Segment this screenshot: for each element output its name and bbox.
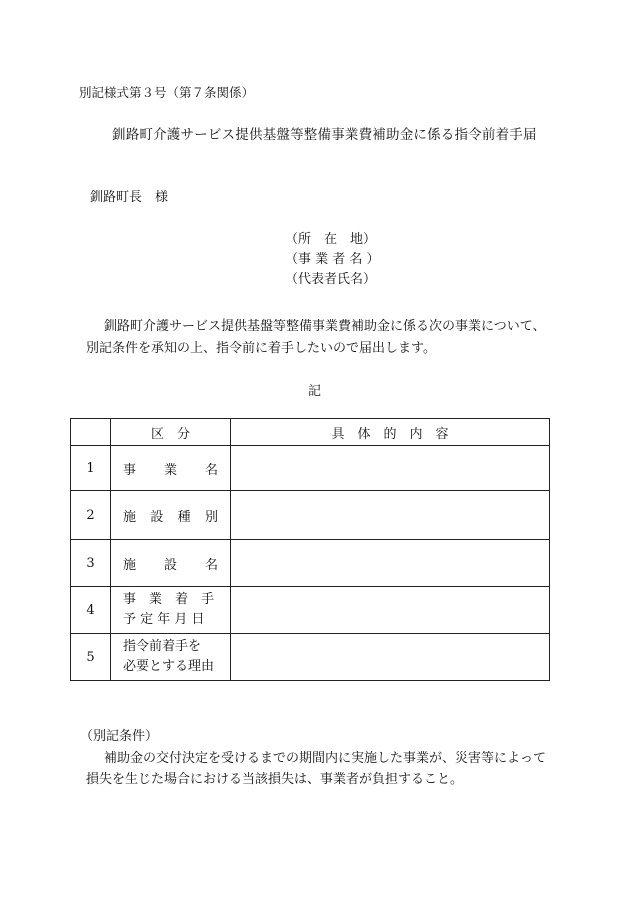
conditions-heading: （別記条件） [80, 729, 159, 744]
ki-heading: 記 [308, 384, 322, 399]
label-line: 必要とする理由 [123, 659, 215, 674]
row-content-field[interactable] [231, 587, 550, 634]
applicant-address-label: （所 在 地） [285, 232, 377, 247]
label-char: 種 [177, 509, 191, 525]
conditions-text-line-2: 損失を生じた場合における当該損失は、事業者が負担すること。 [86, 772, 464, 787]
label-char: 設 [150, 509, 164, 525]
table-row [71, 491, 550, 540]
label-char: 施 [123, 557, 137, 573]
applicant-representative-label: （代表者氏名） [285, 272, 377, 287]
row-number: 3 [71, 540, 111, 587]
header-number-cell [71, 419, 111, 446]
table-row [71, 634, 550, 681]
label-line: 予 定 年 月 日 [123, 612, 205, 627]
table-header-row [71, 419, 550, 446]
label-char: 別 [204, 509, 218, 525]
row-number: 5 [71, 634, 111, 681]
row-number: 1 [71, 446, 111, 491]
label-char: 設 [163, 557, 177, 573]
row-label-reason [111, 634, 231, 681]
row-content-field[interactable] [231, 491, 550, 540]
row-content-field[interactable] [231, 446, 550, 491]
details-table [70, 418, 550, 681]
applicant-business-name-label: （事 業 者 名 ） [285, 252, 380, 267]
label-char: 名 [204, 557, 218, 573]
body-text-line-1: 釧路町介護サービス提供基盤等整備事業費補助金に係る次の事業について、 [104, 319, 546, 334]
body-text-line-2: 別記条件を承知の上、指令前に着手したいので届出します。 [86, 341, 436, 356]
row-number: 2 [71, 491, 111, 540]
header-category: 区 分 [111, 419, 231, 446]
table-row [71, 587, 550, 634]
label-line: 事 業 着 手 [123, 592, 215, 607]
form-number: 別記様式第３号（第７条関係） [79, 85, 255, 100]
addressee: 釧路町長 様 [90, 190, 169, 205]
table-row [71, 540, 550, 587]
label-line: 指令前着手を [123, 639, 202, 654]
row-label-business-name [111, 446, 231, 491]
conditions-text-line-1: 補助金の交付決定を受けるまでの期間内に実施した事業が、災害等によって [104, 751, 547, 766]
label-char: 名 [204, 462, 218, 478]
label-char: 施 [123, 509, 137, 525]
row-number: 4 [71, 587, 111, 634]
header-content: 具 体 的 内 容 [231, 419, 550, 446]
label-char: 業 [163, 462, 177, 478]
label-char: 事 [123, 462, 137, 478]
table-row [71, 446, 550, 491]
row-label-facility-type [111, 491, 231, 540]
row-content-field[interactable] [231, 634, 550, 681]
row-content-field[interactable] [231, 540, 550, 587]
document-title: 釧路町介護サービス提供基盤等整備事業費補助金に係る指令前着手届 [112, 127, 537, 143]
row-label-facility-name [111, 540, 231, 587]
row-label-start-date [111, 587, 231, 634]
